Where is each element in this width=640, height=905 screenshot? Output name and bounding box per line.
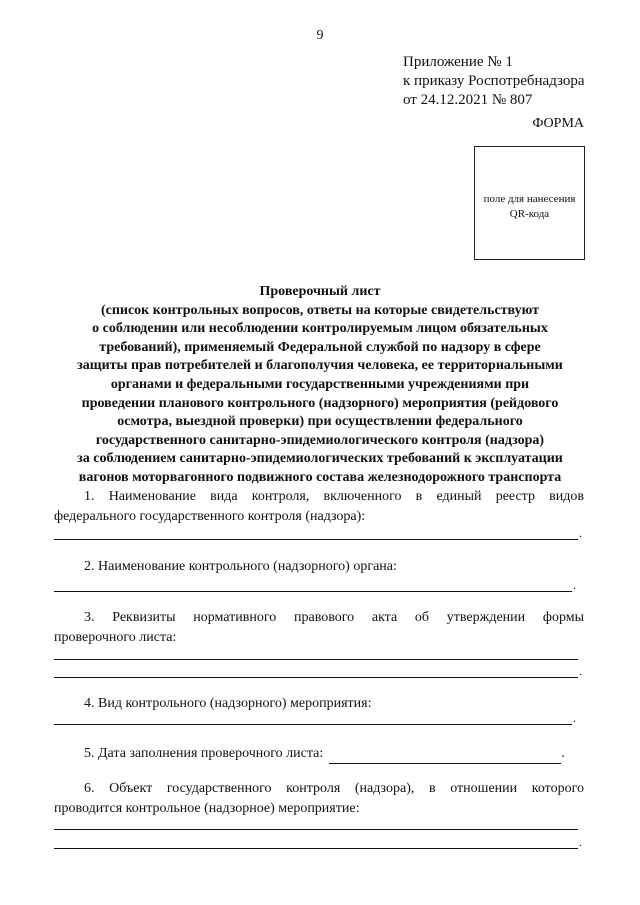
item-3-line-2: проверочного листа:	[54, 630, 177, 645]
page-number: 9	[316, 28, 324, 43]
title-line: государственного санитарно-эпидемиологического контроля (надзора)	[95, 432, 545, 448]
item-1-line-1: 1. Наименование вида контроля, включенного в единый реестр видов	[84, 489, 584, 504]
item-5-period: .	[561, 746, 565, 761]
appendix-line-3: от 24.12.2021 № 807	[403, 92, 533, 108]
title-line: осмотра, выездной проверки) при осуществлении федерального	[117, 414, 523, 430]
title-line: защиты прав потребителей и благополучия человека, ее территориальными	[77, 358, 563, 374]
item-1-fill-line[interactable]	[54, 539, 578, 540]
item-4-period: .	[573, 711, 576, 725]
item-3-period: .	[579, 664, 582, 678]
item-1-control-type	[54, 487, 584, 527]
item-6-line-1: 6. Объект государственного контроля (надзора), в отношении которого	[84, 781, 584, 796]
document-title	[46, 283, 594, 488]
item-4-event-type	[54, 694, 584, 714]
item-6-line-2: проводится контрольное (надзорное) мероприятие:	[54, 801, 360, 816]
item-3-legal-act	[54, 608, 584, 648]
appendix-reference	[403, 53, 585, 110]
title-heading: Проверочный лист	[259, 284, 381, 299]
title-line: (список контрольных вопросов, ответы на которые свидетельствуют	[100, 302, 540, 318]
item-2-authority	[54, 557, 584, 577]
item-5-row	[54, 744, 584, 764]
title-line: органами и федеральными государственными учреждениями при	[110, 376, 530, 392]
item-2-period: .	[573, 578, 576, 592]
item-4-text: 4. Вид контрольного (надзорного) мероприятия:	[84, 696, 372, 711]
qr-caption-line-2: QR-кода	[509, 208, 550, 220]
item-3-line-1: 3. Реквизиты нормативного правового акта об утверждении формы	[84, 610, 584, 625]
item-1-line-2: федерального государственного контроля (надзора):	[54, 509, 366, 524]
item-6-fill-line-1[interactable]	[54, 829, 578, 830]
item-5-fill-line[interactable]	[329, 749, 561, 764]
item-5-fill-date	[54, 744, 584, 764]
title-line: о соблюдении или несоблюдении контролируемым лицом обязательных	[92, 321, 548, 337]
appendix-line-1: Приложение № 1	[403, 54, 513, 70]
title-line: требований), применяемый Федеральной службой по надзору в сфере	[99, 339, 541, 355]
qr-caption-line-1: поле для нанесения	[483, 193, 576, 205]
qr-code-placeholder	[474, 146, 585, 260]
qr-code-caption	[475, 192, 584, 222]
item-6-control-object	[54, 779, 584, 819]
item-1-period: .	[579, 526, 582, 540]
appendix-line-2: к приказу Роспотребнадзора	[403, 73, 585, 89]
item-6-period: .	[579, 835, 582, 849]
title-line: за соблюдением санитарно-эпидемиологических требований к эксплуатации	[77, 451, 563, 467]
item-6-fill-line-2[interactable]	[54, 848, 578, 849]
item-4-fill-line[interactable]	[54, 724, 572, 725]
form-label: ФОРМА	[532, 116, 584, 131]
title-line: вагонов моторвагонного подвижного состава железнодорожного транспорта	[78, 469, 562, 485]
title-line: проведении планового контрольного (надзорного) мероприятия (рейдового	[81, 395, 559, 411]
item-3-fill-line-1[interactable]	[54, 659, 578, 660]
item-2-fill-line[interactable]	[54, 591, 572, 592]
item-2-text: 2. Наименование контрольного (надзорного) органа:	[84, 559, 397, 574]
item-3-fill-line-2[interactable]	[54, 677, 578, 678]
item-5-text: 5. Дата заполнения проверочного листа:	[84, 746, 324, 761]
